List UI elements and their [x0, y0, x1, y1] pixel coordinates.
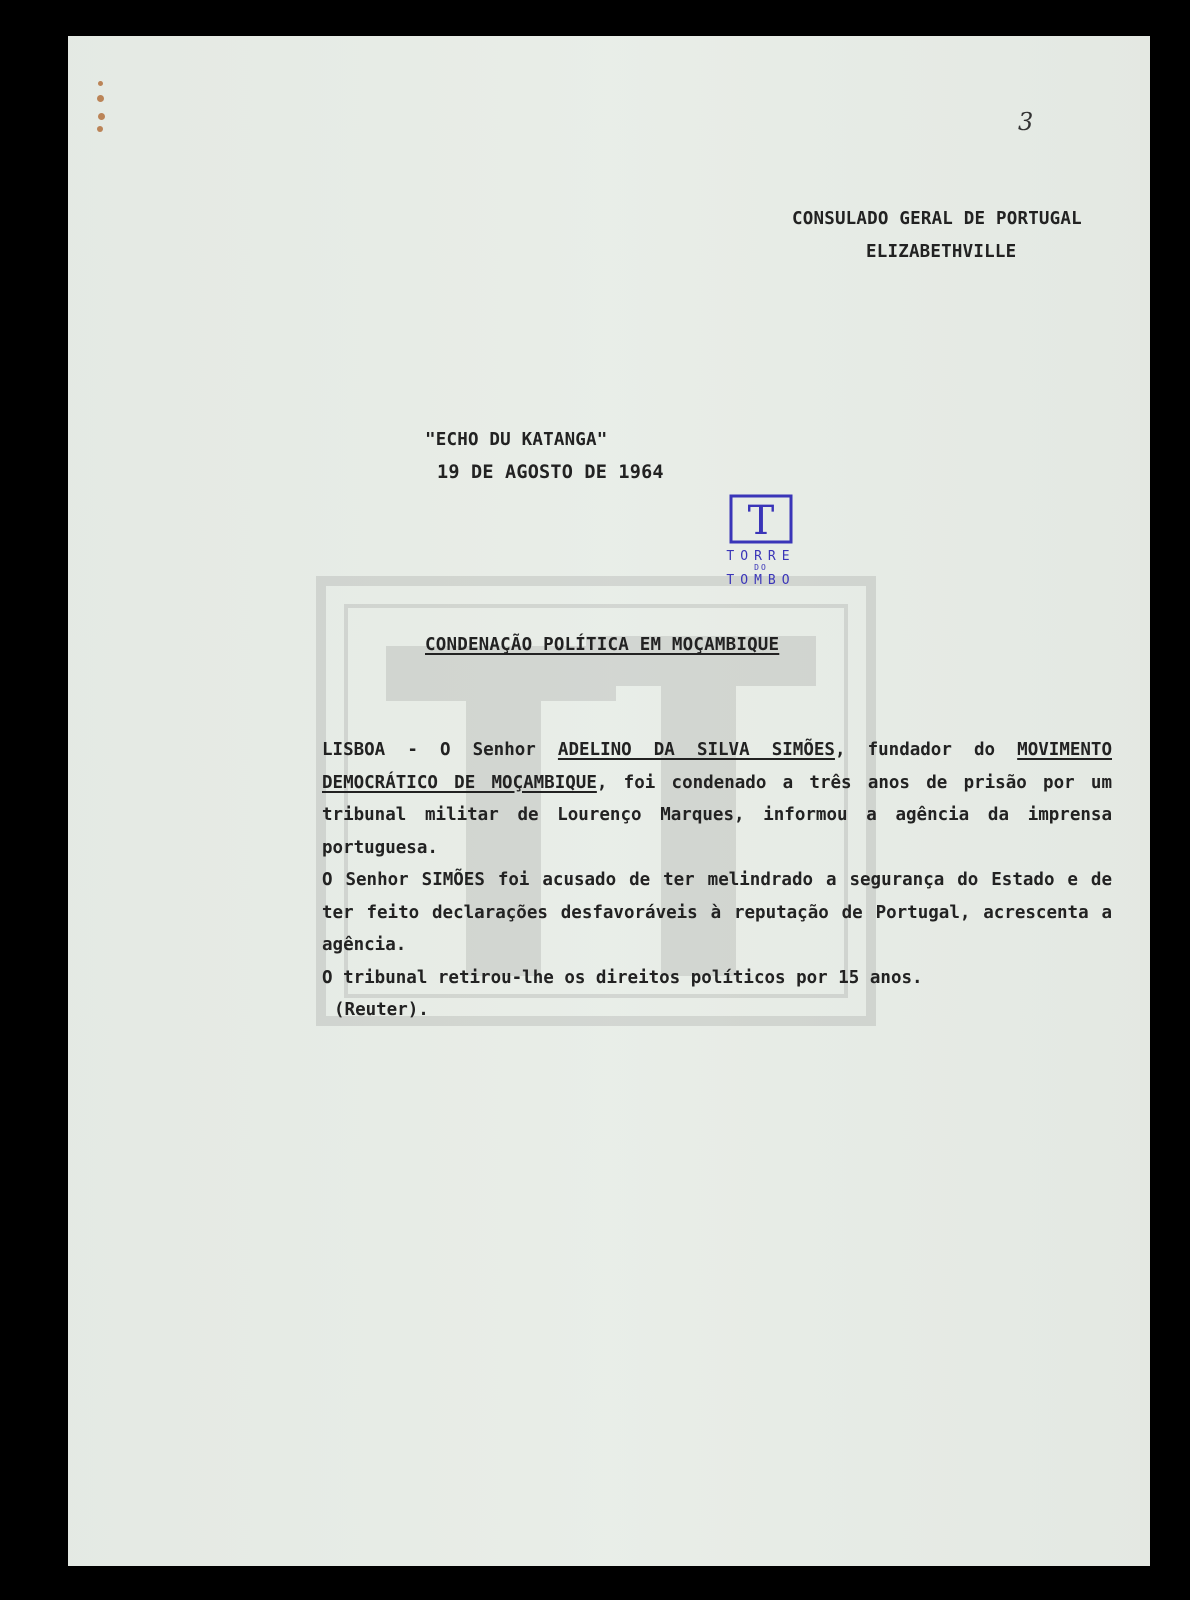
- punch-hole-mark: [98, 113, 105, 120]
- stamp-word-1: TORRE: [726, 549, 796, 564]
- stamp-letter: T: [747, 498, 775, 544]
- punch-hole-mark: [97, 95, 104, 102]
- organization-name: MOVIMENTO DEMOCRÁTICO DE MOÇAMBIQUE: [322, 740, 1112, 793]
- paragraph-3: O tribunal retirou-lhe os direitos políticos por 15 anos.: [322, 967, 923, 988]
- page-number: 3: [1018, 108, 1034, 136]
- punch-hole-mark: [98, 81, 103, 86]
- paragraph-1-intro: LISBOA - O Senhor: [322, 740, 558, 760]
- person-name: ADELINO DA SILVA SIMÕES: [557, 740, 835, 760]
- letterhead-line-1: CONSULADO GERAL DE PORTUGAL: [792, 209, 1082, 229]
- paragraph-1: [322, 734, 1112, 864]
- paragraph-1-rest: , foi condenado a três anos de prisão por um tribunal militar de Lourenço Marques, informou a agência da imprensa portuguesa.: [322, 772, 1112, 858]
- source-date: 19 DE AGOSTO DE 1964: [437, 462, 664, 483]
- torre-do-tombo-stamp: [706, 494, 816, 594]
- stamp-middle: DO: [754, 563, 768, 572]
- letterhead-line-2: ELIZABETHVILLE: [866, 242, 1017, 262]
- punch-hole-mark: [97, 126, 103, 132]
- stamp-word-2: TOMBO: [726, 573, 796, 588]
- article-body: [322, 734, 1112, 1027]
- source-credit: (Reuter).: [334, 1000, 429, 1020]
- source-publication: "ECHO DU KATANGA": [425, 430, 608, 450]
- article-title: CONDENAÇÃO POLÍTICA EM MOÇAMBIQUE: [425, 635, 780, 655]
- paragraph-2: O Senhor SIMÕES foi acusado de ter melindrado a segurança do Estado e de ter feito declarações desfavoráveis à reputação de Portugal, acrescenta a agência.: [322, 870, 1112, 955]
- paragraph-1-connector: , fundador do: [834, 740, 1018, 760]
